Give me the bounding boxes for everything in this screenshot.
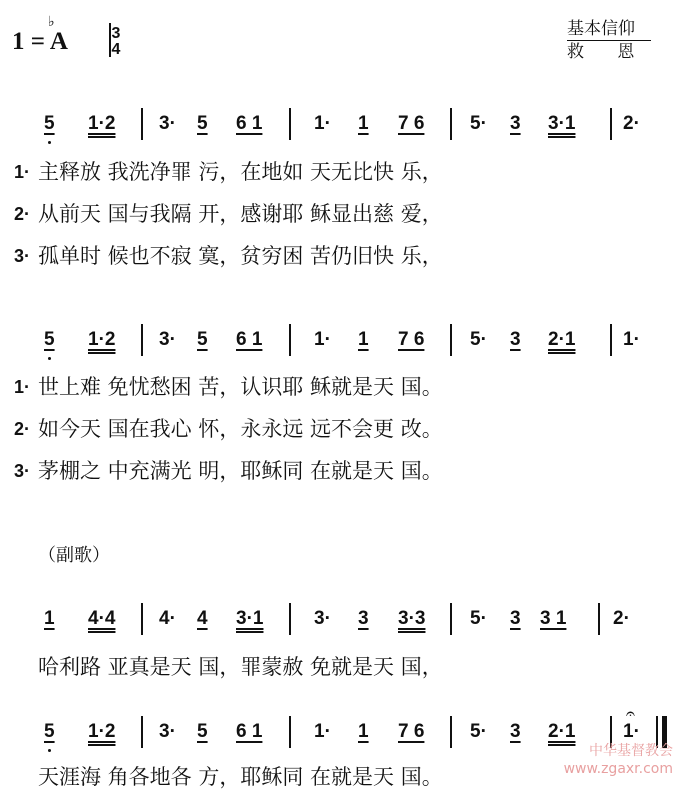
note: 1 [358, 113, 369, 134]
note: 5· [470, 608, 487, 629]
note: 6 1 [236, 721, 263, 742]
note: 3· [159, 721, 176, 742]
note: 2· [623, 113, 640, 134]
music-line-3 [0, 607, 681, 647]
note: 5· [470, 113, 487, 134]
note: 1·2 [88, 113, 116, 134]
note: 4· [159, 608, 176, 629]
note: 3 [510, 113, 521, 134]
fermata-icon: 𝄐 [626, 704, 635, 723]
note: 2· [613, 608, 630, 629]
note: 1 [358, 329, 369, 350]
lyric-line-v2b: 2· 如今天 国在我心 怀，永永远 远不会更 改。 [14, 417, 443, 441]
note: 3· [314, 608, 331, 629]
note: 3· [159, 329, 176, 350]
note: 5 [44, 721, 55, 742]
lyric-line-v1a: 1· 主释放 我洗净罪 污，在地如 天无比快 乐， [14, 160, 443, 184]
section-label-chorus: （副歌） [38, 545, 110, 566]
note: 6 1 [236, 329, 263, 350]
note: 7 6 [398, 113, 425, 134]
lyric-line-v2a: 2· 从前天 国与我隔 开，感谢耶 稣显出慈 爱， [14, 202, 443, 226]
music-line-2 [0, 328, 681, 368]
lyric-line-chorus-2: 天涯海 角各地各 方，耶稣同 在就是天 国。 [38, 765, 443, 789]
note: 1· [623, 329, 640, 350]
note: 5· [470, 721, 487, 742]
music-line-1 [0, 112, 681, 152]
note: 1· [314, 329, 331, 350]
note: 5 [44, 329, 55, 350]
note: 2·1 [548, 721, 576, 742]
watermark: 中华基督教会 www.zgaxr.com [563, 743, 673, 777]
note: 5 [197, 329, 208, 350]
title-main: 基本信仰 [567, 18, 651, 41]
lyric-line-v3a: 3· 孤单时 候也不寂 寞，贫穷困 苦仍旧快 乐， [14, 244, 443, 268]
title-sub: 救 恩 [567, 42, 649, 62]
note: 1 [358, 721, 369, 742]
note: 3· [159, 113, 176, 134]
note: 4·4 [88, 608, 116, 629]
note: 1·2 [88, 721, 116, 742]
note: 4 [197, 608, 208, 629]
note: 5 [197, 113, 208, 134]
note: 1· [314, 721, 331, 742]
note: 1·2 [88, 329, 116, 350]
note: 5· [470, 329, 487, 350]
note: 3 [510, 608, 521, 629]
note: 2·1 [548, 329, 576, 350]
note: 5 [197, 721, 208, 742]
note: 5 [44, 113, 55, 134]
hymn-title [567, 18, 651, 63]
time-top: 3 [111, 25, 121, 42]
note: 1· [623, 721, 640, 742]
note: 3 [358, 608, 369, 629]
lyric-line-chorus-1: 哈利路 亚真是天 国，罪蒙赦 免就是天 国， [38, 655, 443, 679]
note: 3 1 [540, 608, 567, 629]
note: 1 [44, 608, 55, 629]
note: 1· [314, 113, 331, 134]
time-signature [109, 26, 123, 58]
note: 6 1 [236, 113, 263, 134]
note: 3·1 [236, 608, 264, 629]
note: 7 6 [398, 721, 425, 742]
time-bottom: 4 [111, 41, 121, 58]
note: 3·1 [548, 113, 576, 134]
note: 7 6 [398, 329, 425, 350]
note: 3 [510, 721, 521, 742]
note: 3·3 [398, 608, 426, 629]
lyric-line-v3b: 3· 茅棚之 中充满光 明，耶稣同 在就是天 国。 [14, 459, 443, 483]
lyric-line-v1b: 1· 世上难 免忧愁困 苦，认识耶 稣就是天 国。 [14, 375, 443, 399]
note: 3 [510, 329, 521, 350]
flat-sign: ♭ [48, 15, 55, 30]
key-signature: 1 = A ♭ [12, 15, 68, 55]
